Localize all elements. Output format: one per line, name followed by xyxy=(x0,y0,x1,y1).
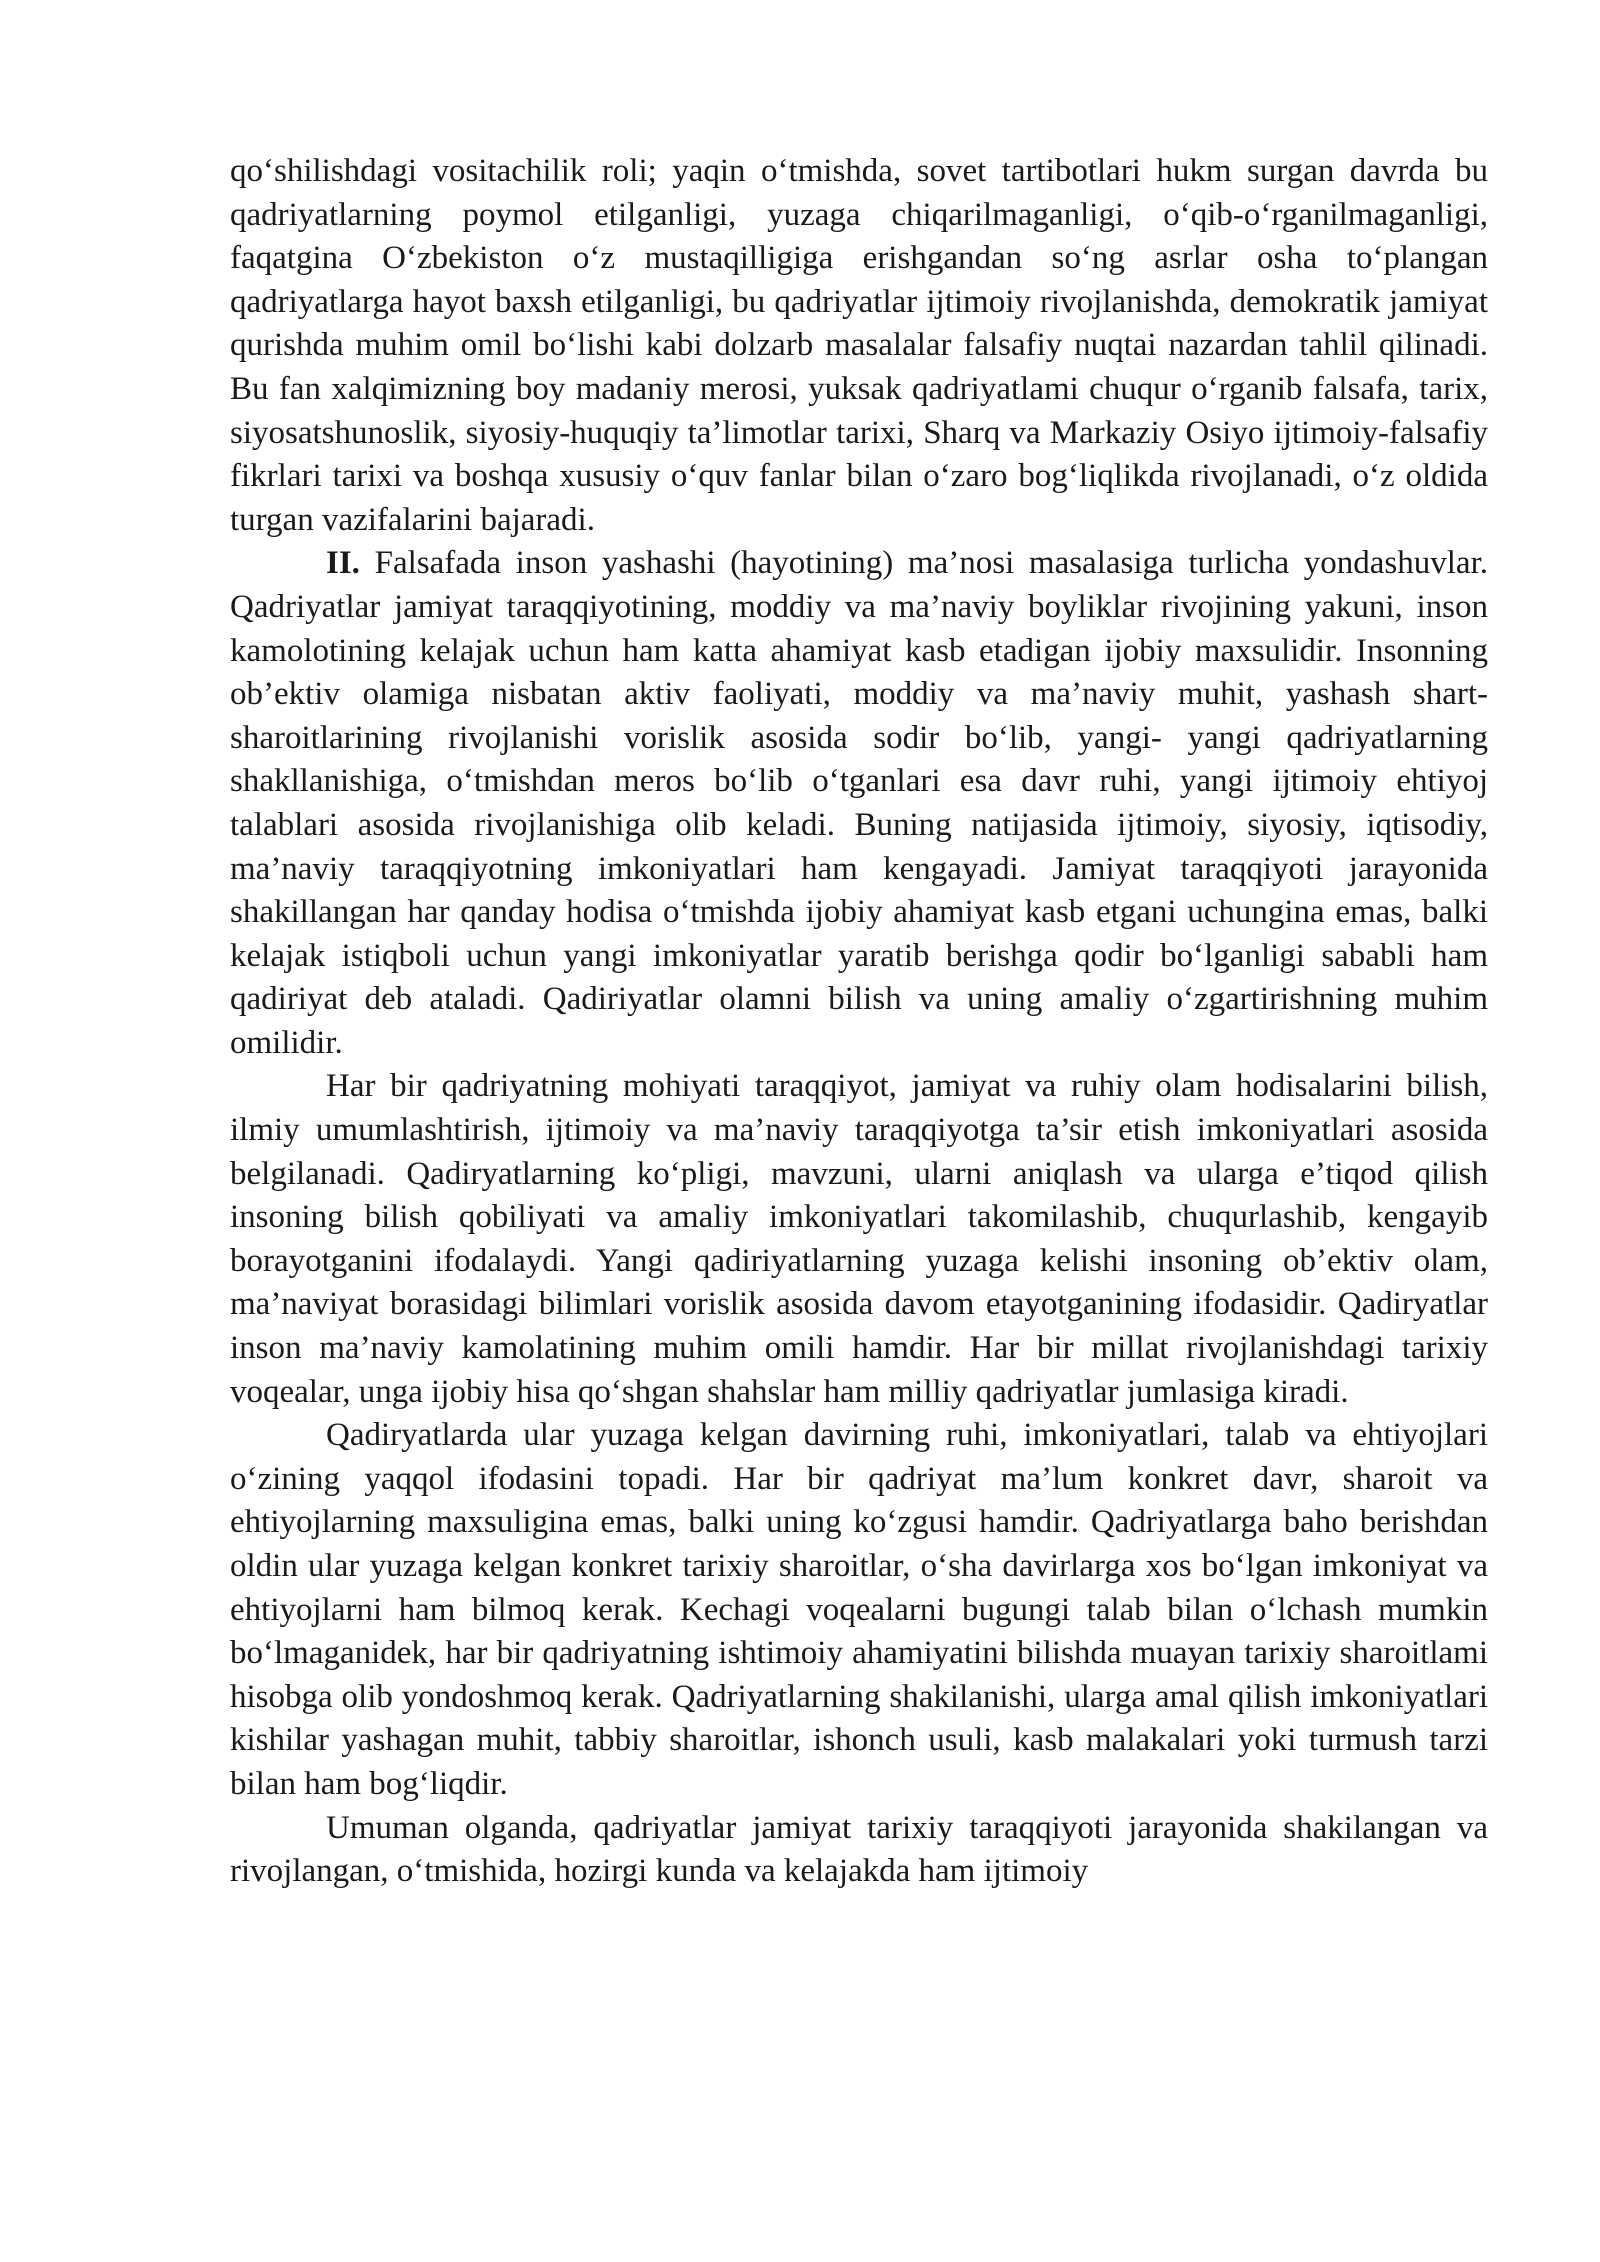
section-marker: II. xyxy=(326,545,360,582)
paragraph-5: Umuman olganda, qadriyatlar jamiyat tarixiy taraqqiyoti jarayonida shakilangan va rivojlangan, o‘tmishida, hozirgi kunda va kelajakda ham ijtimoiy xyxy=(230,1809,1488,1890)
paragraph-2 xyxy=(230,542,1488,1065)
paragraph-3: Har bir qadriyatning mohiyati taraqqiyot, jamiyat va ruhiy olam hodisalarini bilish, ilmiy umumlashtirish, ijtimoiy va ma’naviy taraqqiyotga ta’sir etish imkoniyatlari asosida belgilanadi. Qadiryatlarning ko‘pligi, mavzuni, ularni aniqlash va ularga e’tiqod qilish insoning bilish qobiliyati va amaliy imkoniyatlari takomilashib, chuqurlashib, kengayib borayotganini ifodalaydi. Yangi qadiriyatlarning yuzaga kelishi insoning ob’ektiv olam, ma’naviyat borasidagi bilimlari vorislik asosida davom etayotganining ifodasidir. Qadiryatlar inson ma’naviy kamolatining muhim omili hamdir. Har bir millat rivojlanishdagi tarixiy voqealar, unga ijobiy hisa qo‘shgan shahslar ham milliy qadriyatlar jumlasiga kiradi. xyxy=(230,1068,1488,1410)
paragraph-1: qo‘shilishdagi vositachilik roli; yaqin o‘tmishda, sovet tartibotlari hukm surgan davrda bu qadriyatlarning poymol etilganligi, yuzaga chiqarilmaganligi, o‘qib-o‘rganilmaganligi, faqatgina O‘zbekiston o‘z mustaqilligiga erishgandan so‘ng asrlar osha to‘plangan qadriyatlarga hayot baxsh etilganligi, bu qadriyatlar ijtimoiy rivojlanishda, demokratik jamiyat qurishda muhim omil bo‘lishi kabi dolzarb masalalar falsafiy nuqtai nazardan tahlil qilinadi. Bu fan xalqimizning boy madaniy merosi, yuksak qadriyatlami chuqur o‘rganib falsafa, tarix, siyosatshunoslik, siyosiy-huquqiy ta’limotlar tarixi, Sharq va Markaziy Osiyo ijtimoiy-falsafiy fikrlari tarixi va boshqa xususiy o‘quv fanlar bilan o‘zaro bog‘liqlikda rivojlanadi, o‘z oldida turgan vazifalarini bajaradi. xyxy=(230,153,1488,538)
paragraph-4: Qadiryatlarda ular yuzaga kelgan davirning ruhi, imkoniyatlari, talab va ehtiyojlari o‘zining yaqqol ifodasini topadi. Har bir qadriyat ma’lum konkret davr, sharoit va ehtiyojlarning maxsuligina emas, balki uning ko‘zgusi hamdir. Qadriyatlarga baho berishdan oldin ular yuzaga kelgan konkret tarixiy sharoitlar, o‘sha davirlarga xos bo‘lgan imkoniyat va ehtiyojlarni ham bilmoq kerak. Kechagi voqealarni bugungi talab bilan o‘lchash mumkin bo‘lmaganidek, har bir qadriyatning ishtimoiy ahamiyatini bilishda muayan tarixiy sharoitlami hisobga olib yondoshmoq kerak. Qadriyatlarning shakilanishi, ularga amal qilish imkoniyatlari kishilar yashagan muhit, tabbiy sharoitlar, ishonch usuli, kasb malakalari yoki turmush tarzi bilan ham bog‘liqdir. xyxy=(230,1417,1488,1802)
paragraph-2-text: Falsafada inson yashashi (hayotining) ma’nosi masalasiga turlicha yondashuvlar. Qadriyatlar jamiyat taraqqiyotining, moddiy va ma’naviy boyliklar rivojining yakuni, inson kamolotining kelajak uchun ham katta ahamiyat kasb etadigan ijobiy maxsulidir. Insonning ob’ektiv olamiga nisbatan aktiv faoliyati, moddiy va ma’naviy muhit, yashash shart-sharoitlarining rivojlanishi vorislik asosida sodir bo‘lib, yangi- yangi qadriyatlarning shakllanishiga, o‘tmishdan meros bo‘lib o‘tganlari esa davr ruhi, yangi ijtimoiy ehtiyoj talablari asosida rivojlanishiga olib keladi. Buning natijasida ijtimoiy, siyosiy, iqtisodiy, ma’naviy taraqqiyotning imkoniyatlari ham kengayadi. Jamiyat taraqqiyoti jarayonida shakillangan har qanday hodisa o‘tmishda ijobiy ahamiyat kasb etgani uchungina emas, balki kelajak istiqboli uchun yangi imkoniyatlar yaratib berishga qodir bo‘lganligi sababli ham qadiriyat deb ataladi. Qadiriyatlar olamni bilish va uning amaliy o‘zgartirishning muhim omilidir. xyxy=(230,545,1488,1061)
document-page xyxy=(230,150,1488,1894)
